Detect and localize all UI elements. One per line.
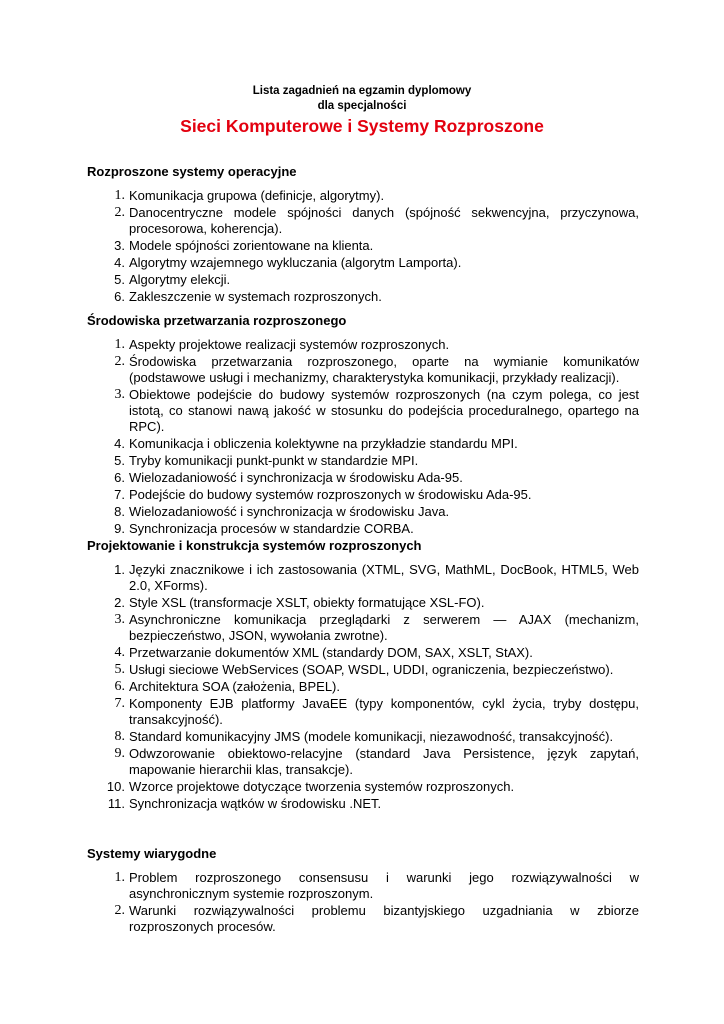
- item-number: 4.: [114, 255, 125, 270]
- list-item: [87, 487, 639, 503]
- item-text: Asynchroniczne komunikacja przeglądarki z serwerem — AJAX (mechanizm, bezpieczeństwo, JSON, wywołania zwrotne).: [129, 612, 639, 643]
- list-item: [87, 188, 639, 204]
- section-heading: Projektowanie i konstrukcja systemów rozproszonych: [87, 538, 422, 553]
- list-item: [87, 337, 639, 353]
- item-text: Algorytmy wzajemnego wykluczania (algorytm Lamporta).: [129, 255, 462, 270]
- item-text: Aspekty projektowe realizacji systemów rozproszonych.: [129, 337, 450, 352]
- item-text: Wielozadaniowość i synchronizacja w środowisku Java.: [129, 504, 450, 519]
- list-item: [87, 679, 639, 695]
- item-text: Komponenty EJB platformy JavaEE (typy komponentów, cykl życia, tryby dostępu, transakcyjność).: [129, 696, 639, 727]
- item-number: 7.: [114, 696, 125, 711]
- item-number: 3.: [114, 612, 125, 627]
- item-number: 1.: [114, 337, 125, 352]
- item-text: Wielozadaniowość i synchronizacja w środowisku Ada-95.: [129, 470, 463, 485]
- list-item: [87, 238, 639, 254]
- list-item: [87, 696, 639, 728]
- item-number: 9.: [114, 521, 125, 536]
- list-item: [87, 289, 639, 305]
- item-number: 6.: [114, 470, 125, 485]
- list-item: [87, 562, 639, 594]
- header-line-2: dla specjalności: [317, 100, 407, 112]
- section-projektowanie-i-konstrukcja: [87, 537, 639, 813]
- item-text: Przetwarzanie dokumentów XML (standardy DOM, SAX, XSLT, StAX).: [129, 645, 533, 660]
- list-item: [87, 746, 639, 778]
- item-number: 11.: [107, 796, 125, 811]
- item-number: 3.: [114, 238, 125, 253]
- item-number: 6.: [114, 679, 125, 694]
- header-line-1: Lista zagadnień na egzamin dyplomowy: [252, 85, 472, 97]
- list-item: [87, 504, 639, 520]
- list-item: [87, 272, 639, 288]
- item-text: Modele spójności zorientowane na klienta.: [129, 238, 374, 253]
- item-text: Standard komunikacyjny JMS (modele komunikacji, niezawodność, transakcyjność).: [129, 729, 614, 744]
- item-text: Komunikacja i obliczenia kolektywne na przykładzie standardu MPI.: [129, 436, 518, 451]
- item-number: 5.: [114, 453, 125, 468]
- section-systemy-wiarygodne: [87, 845, 639, 936]
- item-number: 2.: [114, 903, 125, 918]
- item-number: 2.: [114, 595, 125, 610]
- item-number: 5.: [114, 662, 125, 677]
- list-item: [87, 436, 639, 452]
- item-number: 6.: [114, 289, 125, 304]
- item-number: 4.: [114, 436, 125, 451]
- item-text: Synchronizacja procesów w standardzie CORBA.: [129, 521, 414, 536]
- item-number: 8.: [114, 504, 125, 519]
- list-item: [87, 354, 639, 386]
- list-item: [87, 796, 639, 812]
- list-item: [87, 662, 639, 678]
- list-item: [87, 521, 639, 537]
- item-text: Architektura SOA (założenia, BPEL).: [129, 679, 340, 694]
- item-text: Podejście do budowy systemów rozproszonych w środowisku Ada-95.: [129, 487, 532, 502]
- list-item: [87, 205, 639, 237]
- item-number: 4.: [114, 645, 125, 660]
- item-number: 10.: [106, 779, 125, 794]
- list-item: [87, 903, 639, 935]
- item-text: Synchronizacja wątków w środowisku .NET.: [129, 796, 382, 811]
- list-item: [87, 612, 639, 644]
- document-title: Sieci Komputerowe i Systemy Rozproszone: [180, 116, 544, 136]
- list-item: [87, 595, 639, 611]
- section-heading: Środowiska przetwarzania rozproszonego: [87, 313, 347, 328]
- topic-list: [87, 562, 639, 812]
- list-item: [87, 645, 639, 661]
- item-text: Odwzorowanie obiektowo-relacyjne (standard Java Persistence, język zapytań, mapowanie hierarchii klas, transakcje).: [129, 746, 639, 777]
- item-text: Zakleszczenie w systemach rozproszonych.: [129, 289, 382, 304]
- section-heading: Systemy wiarygodne: [87, 846, 217, 861]
- item-text: Obiektowe podejście do budowy systemów rozproszonych (na czym polega, co jest istotą, co stanowi nawą jakość w stosunku do podejścia proceduralnego, opartego na RPC).: [129, 387, 639, 434]
- item-text: Problem rozproszonego consensusu i warunki jego rozwiązywalności w asynchronicznym systemie rozproszonym.: [129, 870, 639, 901]
- item-text: Danocentryczne modele spójności danych (spójność sekwencyjna, przyczynowa, procesorowa, koherencja).: [129, 205, 639, 236]
- item-number: 5.: [114, 272, 125, 287]
- topic-list: [87, 337, 639, 537]
- list-item: [87, 453, 639, 469]
- item-number: 9.: [114, 746, 125, 761]
- list-item: [87, 255, 639, 271]
- item-number: 2.: [114, 205, 125, 220]
- item-text: Style XSL (transformacje XSLT, obiekty formatujące XSL-FO).: [129, 595, 485, 610]
- item-number: 8.: [114, 729, 125, 744]
- section-rozproszone-systemy-operacyjne: [87, 163, 639, 306]
- list-item: [87, 779, 639, 795]
- item-number: 7.: [114, 487, 125, 502]
- item-number: 3.: [114, 387, 125, 402]
- item-number: 1.: [114, 870, 125, 885]
- item-number: 1.: [114, 562, 125, 577]
- item-number: 2.: [114, 354, 125, 369]
- list-item: [87, 729, 639, 745]
- item-text: Algorytmy elekcji.: [129, 272, 231, 287]
- list-item: [87, 870, 639, 902]
- list-item: [87, 387, 639, 435]
- item-text: Warunki rozwiązywalności problemu bizantyjskiego uzgadniania w zbiorze rozproszonych procesów.: [129, 903, 639, 934]
- item-text: Języki znacznikowe i ich zastosowania (XTML, SVG, MathML, DocBook, HTML5, Web 2.0, XForms).: [129, 562, 639, 593]
- section-heading: Rozproszone systemy operacyjne: [87, 164, 297, 179]
- section-srodowiska-przetwarzania: [87, 312, 639, 538]
- document-header: [0, 84, 724, 137]
- item-text: Wzorce projektowe dotyczące tworzenia systemów rozproszonych.: [129, 779, 515, 794]
- list-item: [87, 470, 639, 486]
- item-text: Komunikacja grupowa (definicje, algorytmy).: [129, 188, 385, 203]
- topic-list: [87, 870, 639, 935]
- item-number: 1.: [114, 188, 125, 203]
- topic-list: [87, 188, 639, 305]
- item-text: Usługi sieciowe WebServices (SOAP, WSDL, UDDI, ograniczenia, bezpieczeństwo).: [129, 662, 614, 677]
- item-text: Tryby komunikacji punkt-punkt w standardzie MPI.: [129, 453, 419, 468]
- item-text: Środowiska przetwarzania rozproszonego, oparte na wymianie komunikatów (podstawowe usługi i mechanizmy, charakterystyka komunikacji, przykłady realizacji).: [129, 354, 639, 385]
